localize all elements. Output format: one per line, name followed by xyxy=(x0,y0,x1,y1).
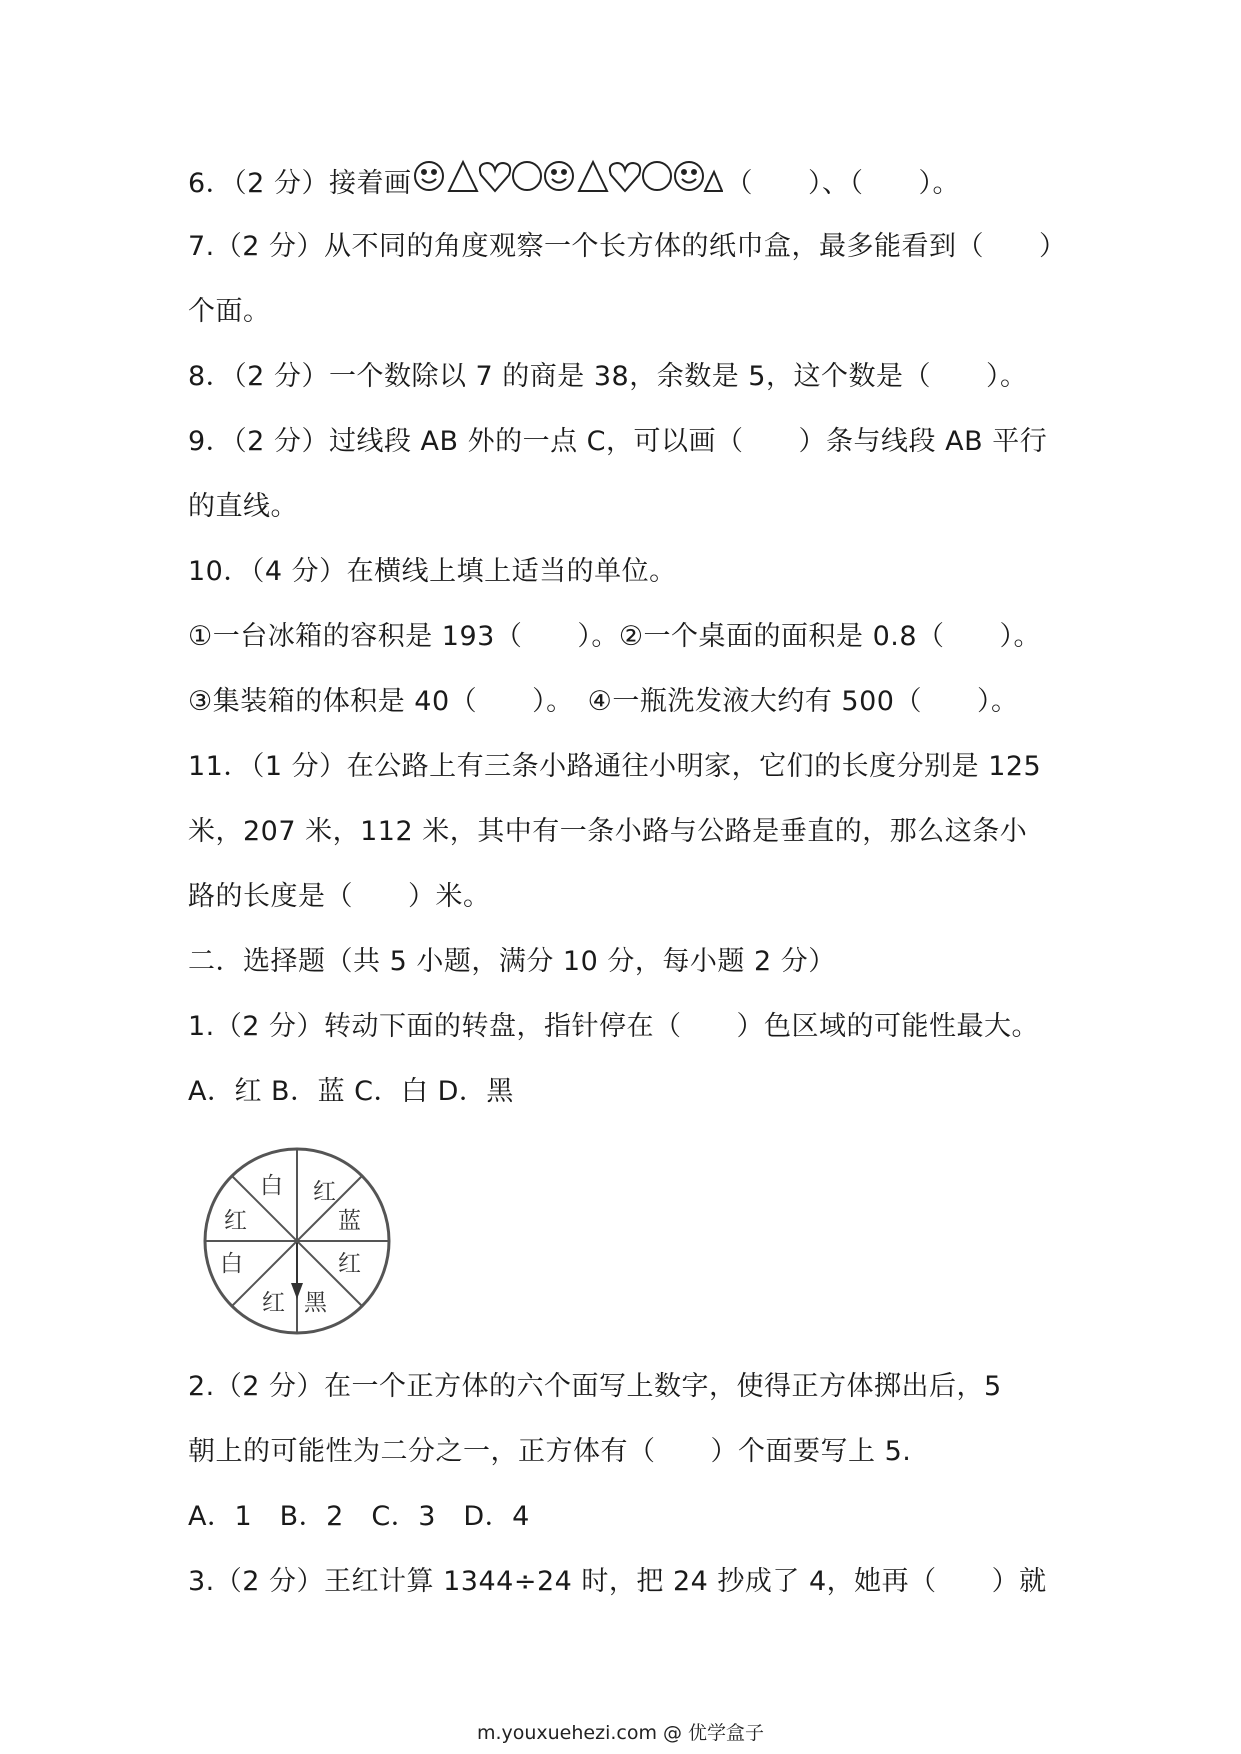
choice-2-options: A．1 B．2 C．3 D．4 xyxy=(188,1501,530,1532)
heart-icon xyxy=(610,163,640,191)
q6-suffix: （ ）、（ ）。 xyxy=(725,168,960,199)
triangle-icon xyxy=(579,162,607,191)
wheel-label: 红 xyxy=(338,1251,361,1277)
wheel-label: 蓝 xyxy=(338,1208,361,1234)
wheel-label: 红 xyxy=(262,1290,285,1316)
question-11-line3: 路的长度是（ ）米。 xyxy=(188,881,491,912)
smiley-icon xyxy=(545,162,573,190)
choice-1-stem: 1.（2 分）转动下面的转盘，指针停在（ ）色区域的可能性最大。 xyxy=(188,1011,1040,1042)
question-11-line2: 米，207 米，112 米，其中有一条小路与公路是垂直的，那么这条小 xyxy=(188,816,1028,847)
circle-icon xyxy=(643,162,671,190)
spinner-wheel xyxy=(200,1143,400,1343)
question-9-line2: 的直线。 xyxy=(188,491,298,522)
choice-3-line1: 3.（2 分）王红计算 1344÷24 时，把 24 抄成了 4，她再（ ）就 xyxy=(188,1566,1047,1597)
choice-1-options: A．红 B．蓝 C．白 D．黑 xyxy=(188,1076,514,1107)
choice-2-line2: 朝上的可能性为二分之一，正方体有（ ）个面要写上 5. xyxy=(188,1436,912,1467)
wheel-label: 白 xyxy=(260,1173,283,1199)
question-9-line1: 9．（2 分）过线段 AB 外的一点 C，可以画（ ）条与线段 AB 平行 xyxy=(188,426,1048,457)
smiley-icon xyxy=(415,162,443,190)
question-7-line2: 个面。 xyxy=(188,296,271,327)
wheel-label: 红 xyxy=(224,1208,247,1234)
shape-pattern xyxy=(413,158,723,198)
question-10-line2: ③集装箱的体积是 40（ ）。 ④一瓶洗发液大约有 500（ ）。 xyxy=(188,686,1019,717)
triangle-icon xyxy=(705,172,722,191)
question-11-line1: 11．（1 分）在公路上有三条小路通往小明家，它们的长度分别是 125 xyxy=(188,751,1042,782)
wheel-label: 红 xyxy=(313,1179,336,1205)
circle-icon xyxy=(513,162,541,190)
choice-2-line1: 2.（2 分）在一个正方体的六个面写上数字，使得正方体掷出后，5 xyxy=(188,1371,1002,1402)
footer-watermark: m.youxuehezi.com @ 优学盒子 xyxy=(476,1722,765,1744)
question-7-line1: 7.（2 分）从不同的角度观察一个长方体的纸巾盒，最多能看到（ ） xyxy=(188,231,1067,262)
question-10-title: 10．（4 分）在横线上填上适当的单位。 xyxy=(188,556,677,587)
wheel-label: 白 xyxy=(220,1251,243,1277)
question-8: 8．（2 分）一个数除以 7 的商是 38，余数是 5，这个数是（ ）。 xyxy=(188,361,1028,392)
q6-prefix: 6．（2 分）接着画 xyxy=(188,168,412,199)
triangle-icon xyxy=(449,162,477,191)
wheel-label: 黑 xyxy=(304,1290,327,1316)
question-6 xyxy=(188,158,960,201)
section-2-heading: 二．选择题（共 5 小题，满分 10 分，每小题 2 分） xyxy=(188,946,836,977)
smiley-icon xyxy=(675,162,703,190)
heart-icon xyxy=(480,163,510,191)
question-10-line1: ①一台冰箱的容积是 193（ ）。②一个桌面的面积是 0.8（ ）。 xyxy=(188,621,1042,652)
